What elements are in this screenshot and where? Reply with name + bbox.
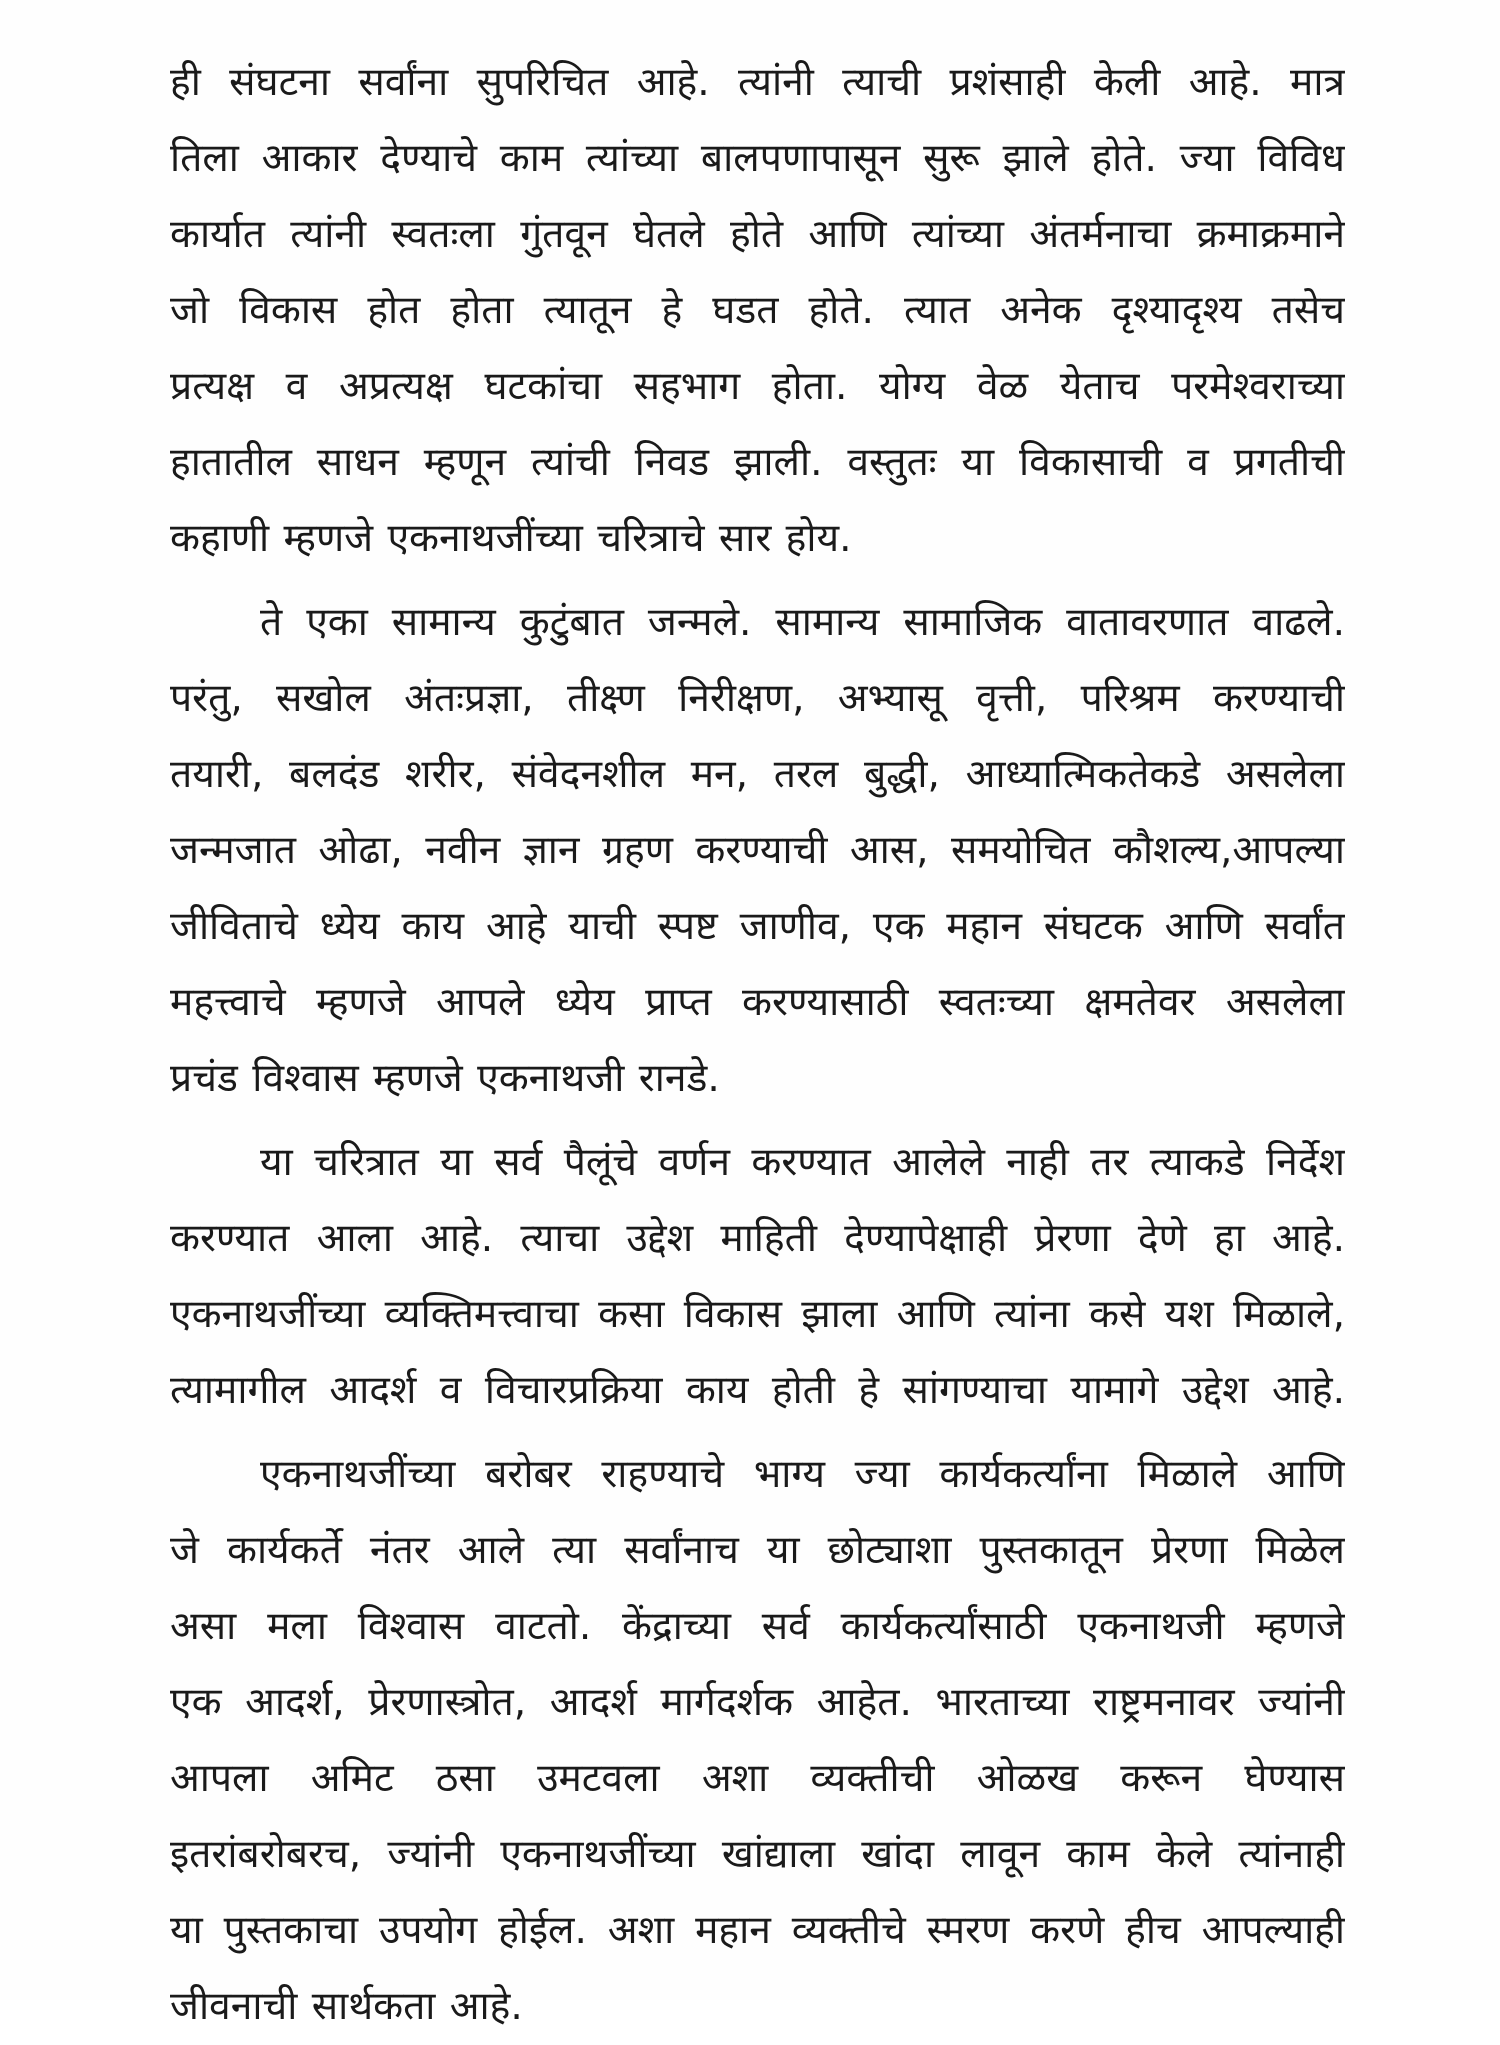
text-line: प्रत्यक्ष व अप्रत्यक्ष घटकांचा सहभाग होता. योग्य वेळ येताच परमेश्वराच्या — [170, 364, 1345, 409]
text-line: एकनाथजींच्या बरोबर राहण्याचे भाग्य ज्या कार्यकर्त्यांना मिळाले आणि — [260, 1452, 1345, 1497]
paragraph — [170, 45, 1345, 577]
text-line: तयारी, बलदंड शरीर, संवेदनशील मन, तरल बुद्धी, आध्यात्मिकतेकडे असलेला — [170, 752, 1345, 797]
text-line: इतरांबरोबरच, ज्यांनी एकनाथजींच्या खांद्याला खांदा लावून काम केले त्यांनाही — [170, 1832, 1345, 1877]
text-line: परंतु, सखोल अंतःप्रज्ञा, तीक्ष्ण निरीक्षण, अभ्यासू वृत्ती, परिश्रम करण्याची — [170, 676, 1345, 721]
text-line: ही संघटना सर्वांना सुपरिचित आहे. त्यांनी त्याची प्रशंसाही केली आहे. मात्र — [170, 60, 1345, 105]
text-line: प्रचंड विश्वास म्हणजे एकनाथजी रानडे. — [170, 1056, 720, 1101]
text-line: या चरित्रात या सर्व पैलूंचे वर्णन करण्यात आलेले नाही तर त्याकडे निर्देश — [260, 1140, 1345, 1185]
text-line: त्यामागील आदर्श व विचारप्रक्रिया काय होती हे सांगण्याचा यामागे उद्देश आहे. — [170, 1368, 1345, 1413]
text-line: करण्यात आला आहे. त्याचा उद्देश माहिती देण्यापेक्षाही प्रेरणा देणे हा आहे. — [170, 1216, 1345, 1261]
text-line: एकनाथजींच्या व्यक्तिमत्त्वाचा कसा विकास झाला आणि त्यांना कसे यश मिळाले, — [170, 1292, 1345, 1337]
text-line: ते एका सामान्य कुटुंबात जन्मले. सामान्य सामाजिक वातावरणात वाढले. — [260, 600, 1345, 645]
text-line: कहाणी म्हणजे एकनाथजींच्या चरित्राचे सार होय. — [170, 516, 852, 561]
text-line: असा मला विश्वास वाटतो. केंद्राच्या सर्व कार्यकर्त्यांसाठी एकनाथजी म्हणजे — [170, 1604, 1345, 1649]
text-line: जो विकास होत होता त्यातून हे घडत होते. त्यात अनेक दृश्यादृश्य तसेच — [170, 288, 1345, 333]
text-line: जीविताचे ध्येय काय आहे याची स्पष्ट जाणीव, एक महान संघटक आणि सर्वांत — [170, 904, 1345, 949]
text-line: हातातील साधन म्हणून त्यांची निवड झाली. वस्तुतः या विकासाची व प्रगतीची — [170, 440, 1345, 485]
text-line: कार्यात त्यांनी स्वतःला गुंतवून घेतले होते आणि त्यांच्या अंतर्मनाचा क्रमाक्रमाने — [170, 212, 1345, 257]
paragraph — [170, 1437, 1345, 2045]
text-line: जन्मजात ओढा, नवीन ज्ञान ग्रहण करण्याची आस, समयोचित कौशल्य,आपल्या — [170, 828, 1345, 873]
body-text — [170, 45, 1345, 2045]
text-line: या पुस्तकाचा उपयोग होईल. अशा महान व्यक्तीचे स्मरण करणे हीच आपल्याही — [170, 1908, 1345, 1953]
text-line: तिला आकार देण्याचे काम त्यांच्या बालपणापासून सुरू झाले होते. ज्या विविध — [170, 136, 1345, 181]
text-line: जीवनाची सार्थकता आहे. — [170, 1984, 523, 2029]
text-line: जे कार्यकर्ते नंतर आले त्या सर्वांनाच या छोट्याशा पुस्तकातून प्रेरणा मिळेल — [170, 1528, 1345, 1573]
text-line: एक आदर्श, प्रेरणास्त्रोत, आदर्श मार्गदर्शक आहेत. भारताच्या राष्ट्रमनावर ज्यांनी — [170, 1680, 1345, 1725]
paragraph — [170, 585, 1345, 1117]
paragraph — [170, 1125, 1345, 1429]
text-line: आपला अमिट ठसा उमटवला अशा व्यक्तीची ओळख करून घेण्यास — [170, 1756, 1345, 1801]
text-line: महत्त्वाचे म्हणजे आपले ध्येय प्राप्त करण्यासाठी स्वतःच्या क्षमतेवर असलेला — [170, 980, 1345, 1025]
